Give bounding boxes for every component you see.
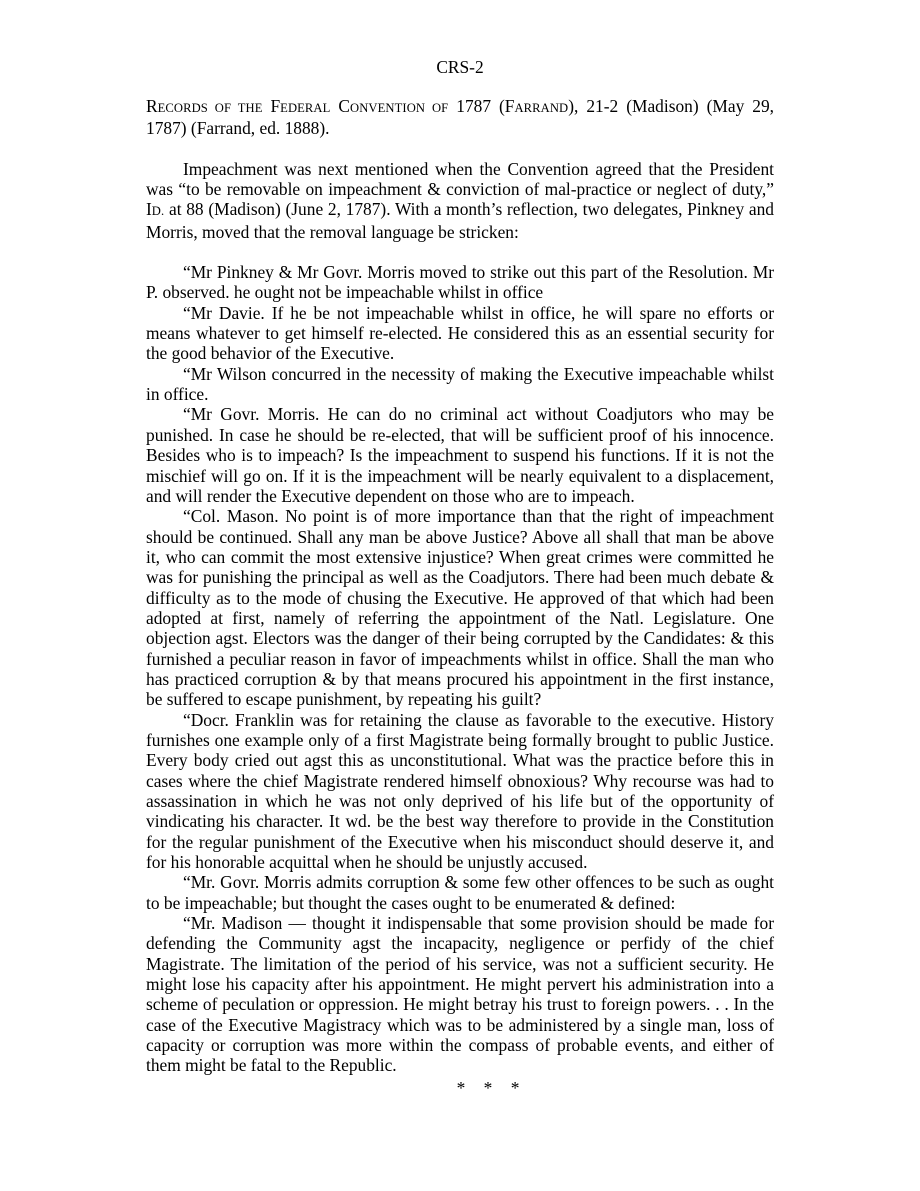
quote-pinkney-morris: “Mr Pinkney & Mr Govr. Morris moved to strike out this part of the Resolution. Mr P. observed. he ought not be impeachable whilst in office: [146, 262, 774, 303]
section-break-asterisks: * * *: [456, 1077, 520, 1098]
quote-govr-morris-offences: “Mr. Govr. Morris admits corruption & some few other offences to be such as ought to be impeachable; but thought the cases ought to be enumerated & defined:: [146, 872, 774, 913]
quote-mason: “Col. Mason. No point is of more importance than that the right of impeachment should be continued. Shall any man be above Justice? Above all shall that man be above it, who can commit the most extensive injustice? When great crimes were committed he was for punishing the principal as well as the Coadjutors. There had been much debate & difficulty as to the mode of chusing the Executive. He approved of that which had been adopted at first, namely of referring the appointment of the Natl. Legislature. One objection agst. Electors was the danger of their being corrupted by the Candidates: & this furnished a peculiar reason in favor of impeachments whilst in office. Shall the man who has practiced corruption & by that means procured his appointment in the first instance, be suffered to escape punishment, by repeating his guilt?: [146, 506, 774, 710]
page-header: CRS-2: [436, 57, 484, 77]
quote-davie: “Mr Davie. If he be not impeachable whilst in office, he will spare no efforts or means whatever to get himself re-elected. He considered this as an essential security for the good behavior of the Executive.: [146, 302, 774, 364]
quote-wilson: “Mr Wilson concurred in the necessity of making the Executive impeachable whilst in office.: [146, 363, 774, 405]
document-body: [146, 96, 774, 1098]
quote-govr-morris: “Mr Govr. Morris. He can do no criminal act without Coadjutors who may be punished. In case he should be re-elected, that will be sufficient proof of his innocence. Besides who is to impeach? Is the impeachment to suspend his functions. If it is not the mischief will go on. If it is the impeachment will be nearly equivalent to a displacement, and will render the Executive dependent on those who are to impeach.: [146, 404, 774, 506]
quote-madison: “Mr. Madison — thought it indispensable that some provision should be made for defending the Community agst the incapacity, negligence or perfidy of the chief Magistrate. The limitation of the period of his service, was not a sufficient security. He might lose his capacity after his appointment. He might pervert his administration into a scheme of peculation or oppression. He might betray his trust to foreign powers. . . In the case of the Executive Magistracy which was to be administered by a single man, loss of capacity or corruption was more within the compass of probable events, and either of them might be fatal to the Republic.: [146, 913, 774, 1076]
quote-franklin: “Docr. Franklin was for retaining the clause as favorable to the executive. History furnishes one example only of a first Magistrate being formally brought to public Justice. Every body cried out agst this as unconstitutional. What was the practice before this in cases where the chief Magistrate rendered himself obnoxious? Why recourse was had to assassination in which he was not only deprived of his life but of the opportunity of vindicating his character. It wd. be the best way therefore to provide in the Constitution for the regular punishment of the Executive when his misconduct should deserve it, and for his honorable acquittal when he should be unjustly accused.: [146, 709, 774, 873]
intro-paragraph: Impeachment was next mentioned when the Convention agreed that the President was “to be removable on impeachment & conviction of mal-practice or neglect of duty,” ID. at 88 (Madison) (June 2, 1787). With a month’s reflection, two delegates, Pinkney and Morris, moved that the removal language be stricken:: [146, 158, 774, 242]
source-citation: RECORDS OF THE FEDERAL CONVENTION OF 1787 (FARRAND), 21-2 (Madison) (May 29, 1787) (Farrand, ed. 1888).: [146, 96, 775, 139]
